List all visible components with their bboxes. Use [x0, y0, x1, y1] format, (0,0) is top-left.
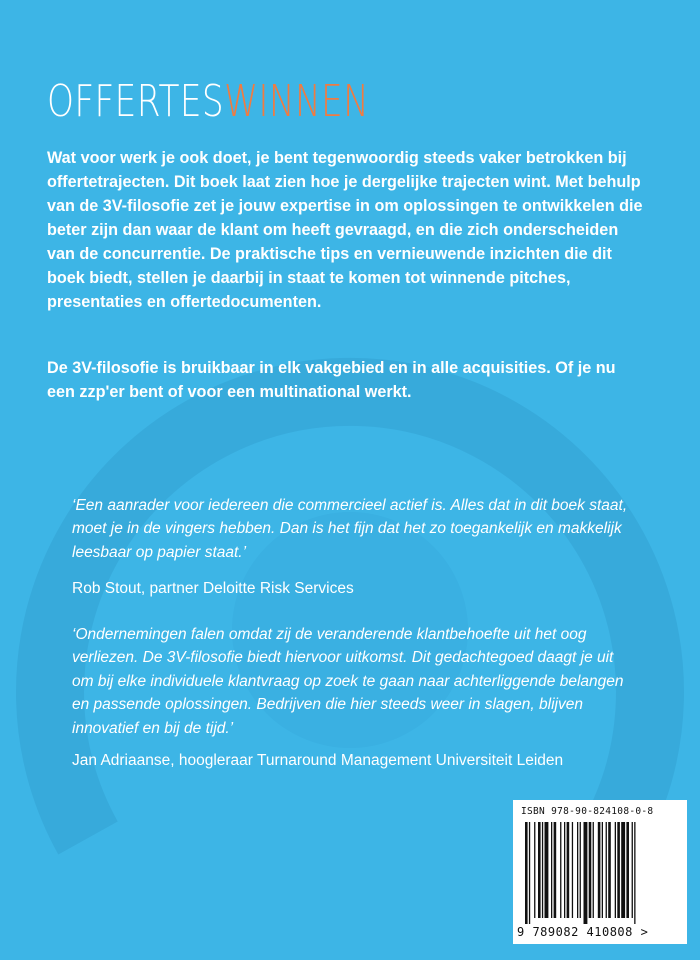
barcode-bar: [554, 822, 557, 918]
barcode-bar: [580, 822, 581, 918]
barcode-bar: [572, 822, 573, 918]
barcode-bar: [615, 822, 616, 918]
barcode-bar: [621, 822, 625, 918]
barcode-bar: [634, 822, 635, 924]
barcode-bar: [560, 822, 561, 918]
barcode-bar: [589, 822, 592, 918]
barcode-bar: [593, 822, 594, 918]
intro-paragraph-1: Wat voor werk je ook doet, je bent tegenwoordig steeds vaker betrokken bij offertetrajecten. Dit boek laat zien hoe je dergelijke trajecten wint. Met behulp van de 3V-filosofie zet je jouw expertise in om oplossingen te ontwikkelen die beter zijn dan waar de klant om heeft gevraagd, en die zich onderscheiden van de concurrentie. De praktische tips en vernieuwende inzichten die dit boek biedt, stellen je daarbij in staat te komen tot winnende pitches, presentaties en offertedocumenten.: [47, 149, 643, 311]
barcode-bar: [564, 822, 565, 918]
barcode-bar: [626, 822, 629, 918]
title-word-offertes: OFFERTES: [47, 76, 225, 127]
barcode-bar: [551, 822, 552, 918]
barcode-bar: [632, 822, 633, 918]
barcode-bar: [584, 822, 588, 924]
barcode-bar: [598, 822, 601, 918]
barcode-bar: [577, 822, 578, 918]
barcode-bar: [529, 822, 530, 924]
barcode-bar: [538, 822, 541, 918]
barcode-bar: [542, 822, 543, 918]
barcode-bar: [602, 822, 603, 918]
barcode-bar: [617, 822, 620, 918]
isbn-label: ISBN 978-90-824108-0-8: [521, 806, 654, 817]
intro-paragraph-2: De 3V-filosofie is bruikbaar in elk vakgebied en in alle acquisities. Of je nu een zzp'er bent of voor een multinational werkt.: [47, 359, 616, 401]
book-title: [47, 76, 370, 127]
barcode-bars: [525, 822, 675, 924]
title-word-winnen: WINNEN: [224, 76, 370, 127]
barcode-bar: [534, 822, 535, 918]
isbn-barcode: [513, 800, 687, 944]
testimonial-attribution-2: Jan Adriaanse, hoogleraar Turnaround Management Universiteit Leiden: [72, 752, 564, 769]
testimonial-quote-1: ‘Een aanrader voor iedereen die commercieel actief is. Alles dat in dit boek staat, moet je in de vingers hebben. Dan is het fijn dat het zo toegankelijk en makkelijk leesbaar op papier staat.’: [72, 497, 628, 561]
barcode-bar: [525, 822, 528, 924]
barcode-bar: [606, 822, 607, 918]
testimonial-quote-2: ‘Ondernemingen falen omdat zij de veranderende klantbehoefte uit het oog verliezen. De 3V-filosofie biedt hiervoor uitkomst. Dit gedachtegoed daagt je uit om bij elke individuele klantvraag op zoek te gaan naar achterliggende belangen en passende oplossingen. Bedrijven die hier steeds weer in slagen, blijven innovatief en bij de tijd.’: [72, 626, 624, 737]
barcode-bar: [608, 822, 611, 918]
barcode-bar: [545, 822, 549, 918]
barcode-bar: [567, 822, 570, 918]
ean-digits: 9 789082 410808 >: [517, 925, 649, 939]
testimonial-attribution-1: Rob Stout, partner Deloitte Risk Services: [72, 580, 354, 597]
